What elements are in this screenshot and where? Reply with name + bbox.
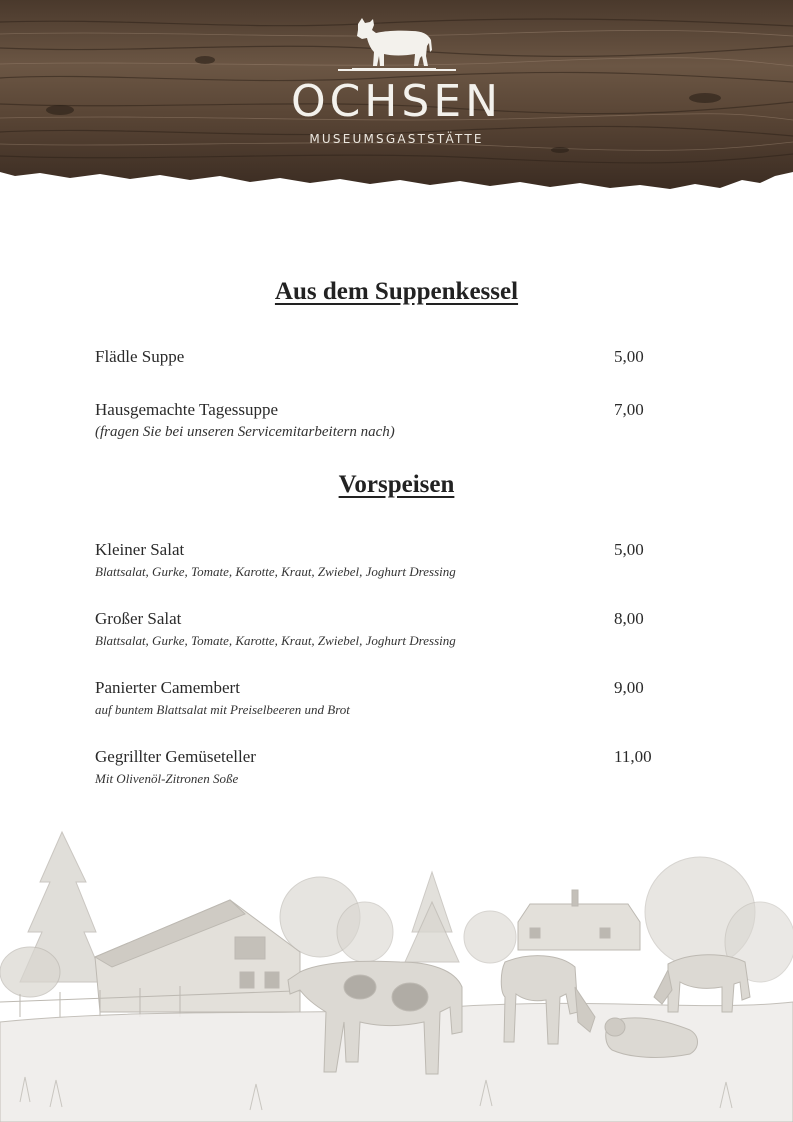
item-price: 7,00 xyxy=(614,400,644,419)
brand-name: OCHSEN xyxy=(290,76,503,127)
header-banner xyxy=(0,0,793,195)
item-name: Kleiner Salat xyxy=(95,540,185,559)
item-price: 11,00 xyxy=(614,747,652,766)
item-description: Mit Olivenöl-Zitronen Soße xyxy=(95,771,239,786)
menu-item xyxy=(95,347,675,367)
item-description: Blattsalat, Gurke, Tomate, Karotte, Kraut, Zwiebel, Joghurt Dressing xyxy=(95,564,456,579)
section-title-starters: Vorspeisen xyxy=(338,471,455,498)
restaurant-logo xyxy=(0,0,793,195)
menu-item xyxy=(95,609,675,650)
item-name: Großer Salat xyxy=(95,609,182,628)
item-price: 9,00 xyxy=(614,678,644,697)
item-name: Panierter Camembert xyxy=(95,678,240,697)
menu-item xyxy=(95,678,675,719)
logo-underline xyxy=(338,69,456,71)
item-description: Blattsalat, Gurke, Tomate, Karotte, Kraut, Zwiebel, Joghurt Dressing xyxy=(95,633,456,648)
item-price: 5,00 xyxy=(614,540,644,559)
menu-item xyxy=(95,747,675,788)
item-name: Gegrillter Gemüseteller xyxy=(95,747,256,766)
item-name: Flädle Suppe xyxy=(95,347,185,366)
brand-subtitle: MUSEUMSGASTSTÄTTE xyxy=(309,132,484,146)
menu-item xyxy=(95,400,675,441)
item-price: 5,00 xyxy=(614,347,644,366)
cow-logo-icon xyxy=(352,16,436,70)
farm-landscape-illustration xyxy=(0,822,793,1122)
item-description: auf buntem Blattsalat mit Preiselbeeren und Brot xyxy=(95,702,350,717)
item-name: Hausgemachte Tagessuppe xyxy=(95,400,279,419)
menu-item xyxy=(95,540,675,581)
item-price: 8,00 xyxy=(614,609,644,628)
item-description: (fragen Sie bei unseren Servicemitarbeitern nach) xyxy=(95,424,395,440)
section-title-soups: Aus dem Suppenkessel xyxy=(274,278,519,305)
